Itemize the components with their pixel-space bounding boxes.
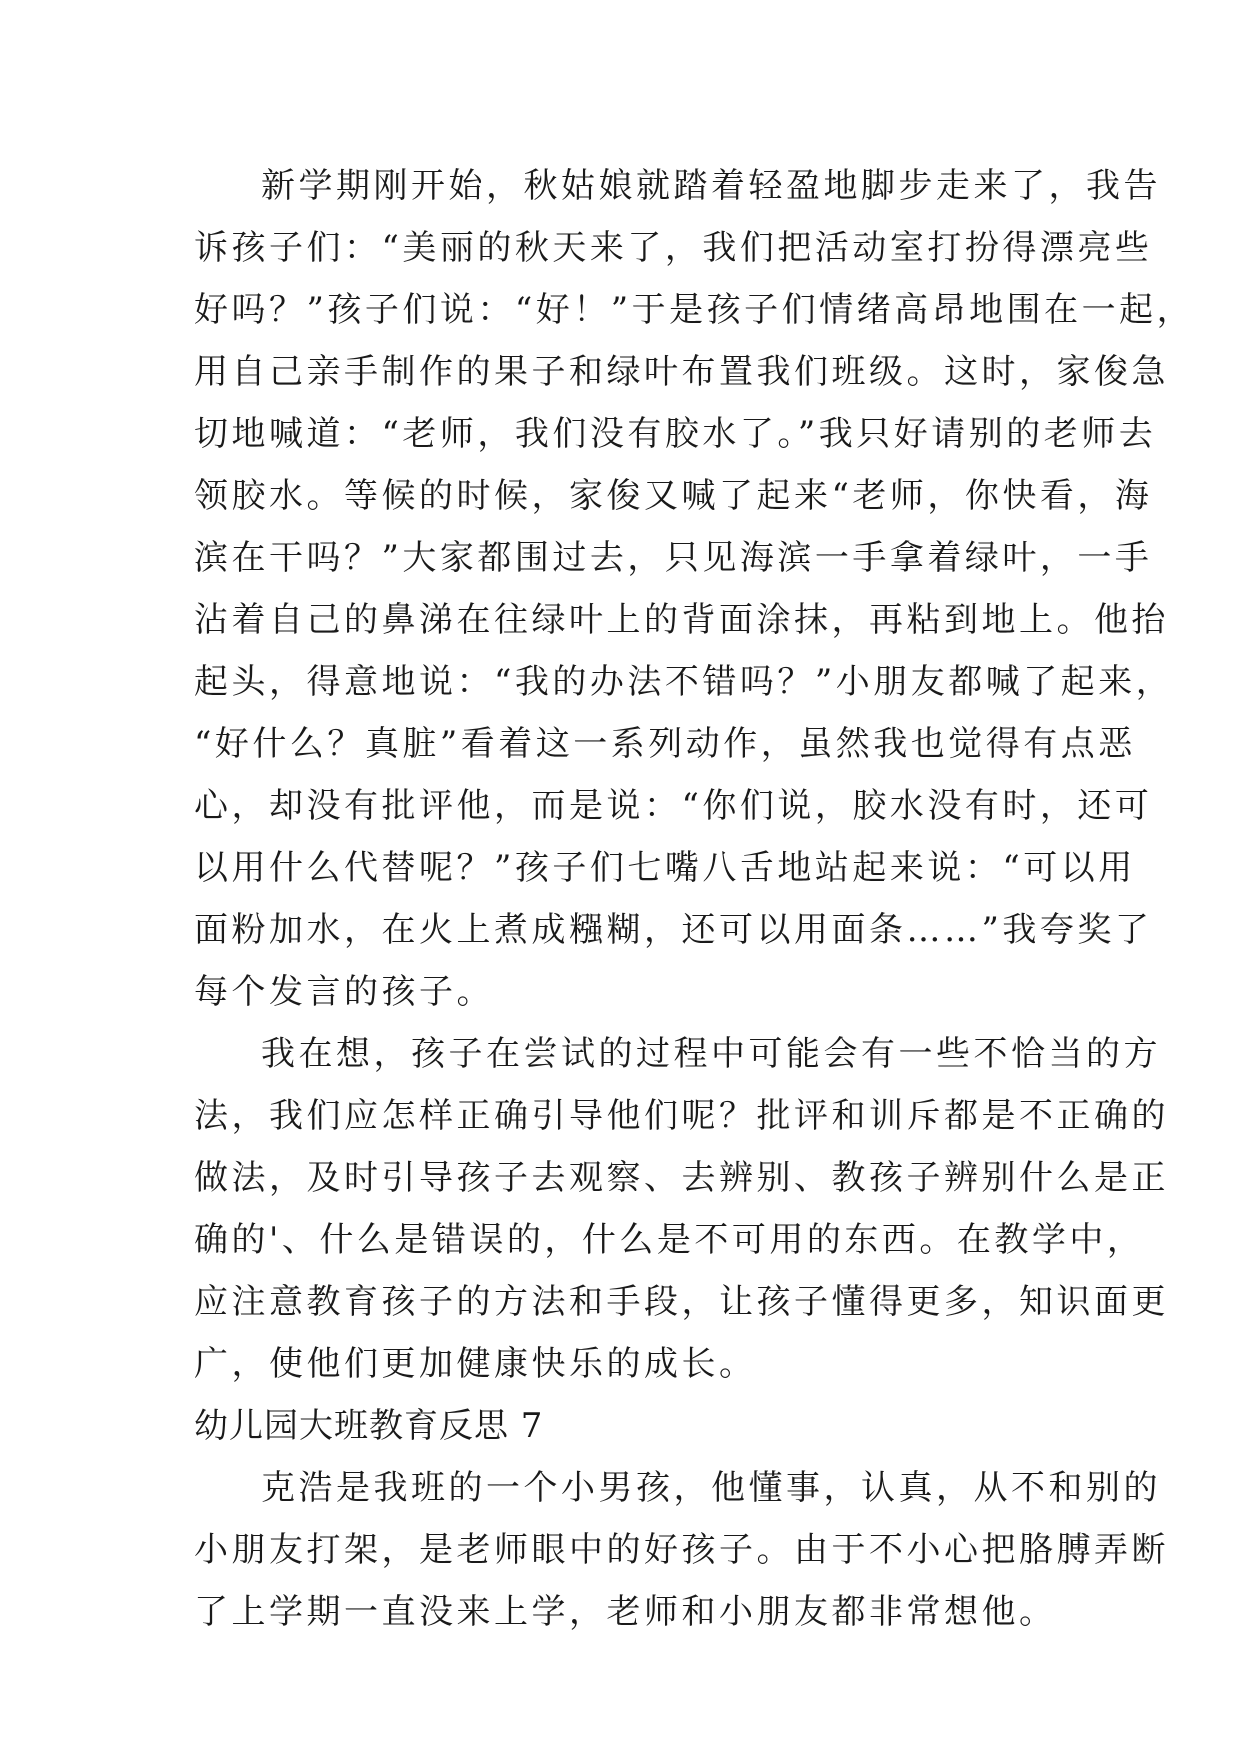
paragraph-1-line-1: 新学期刚开始，秋姑娘就踏着轻盈地脚步走来了，我告 (261, 166, 1161, 206)
section-heading: 幼儿园大班教育反思 7 (194, 1406, 544, 1446)
paragraph-1-line-3: 好吗？”孩子们说：“好！”于是孩子们情绪高昂地围在一起， (194, 290, 1195, 330)
paragraph-2-line-4: 确的'、什么是错误的，什么是不可用的东西。在教学中， (194, 1220, 1145, 1260)
paragraph-1-line-10: “好什么？真脏”看着这一系列动作，虽然我也觉得有点恶 (194, 724, 1136, 764)
paragraph-2-line-5: 应注意教育孩子的方法和手段，让孩子懂得更多，知识面更 (194, 1282, 1169, 1322)
paragraph-1-line-5: 切地喊道：“老师，我们没有胶水了。”我只好请别的老师去 (194, 414, 1157, 454)
paragraph-2-line-1: 我在想，孩子在尝试的过程中可能会有一些不恰当的方 (261, 1034, 1161, 1074)
paragraph-3-line-1: 克浩是我班的一个小男孩，他懂事，认真，从不和别的 (261, 1468, 1161, 1508)
paragraph-1-line-9: 起头，得意地说：“我的办法不错吗？”小朋友都喊了起来， (194, 662, 1174, 702)
paragraph-1-line-8: 沾着自己的鼻涕在往绿叶上的背面涂抹，再粘到地上。他抬 (194, 600, 1169, 640)
paragraph-1-line-4: 用自己亲手制作的果子和绿叶布置我们班级。这时，家俊急 (194, 352, 1169, 392)
paragraph-1-line-6: 领胶水。等候的时候，家俊又喊了起来“老师，你快看，海 (194, 476, 1153, 516)
paragraph-1-line-12: 以用什么代替呢？”孩子们七嘴八舌地站起来说：“可以用 (194, 848, 1136, 888)
paragraph-1-line-11: 心，却没有批评他，而是说：“你们说，胶水没有时，还可 (194, 786, 1153, 826)
paragraph-2-line-3: 做法，及时引导孩子去观察、去辨别、教孩子辨别什么是正 (194, 1158, 1169, 1198)
paragraph-1-line-7: 滨在干吗？”大家都围过去，只见海滨一手拿着绿叶，一手 (194, 538, 1153, 578)
paragraph-1-line-2: 诉孩子们：“美丽的秋天来了，我们把活动室打扮得漂亮些 (194, 228, 1153, 268)
paragraph-1-line-14: 每个发言的孩子。 (194, 972, 494, 1012)
paragraph-2-line-2: 法，我们应怎样正确引导他们呢？批评和训斥都是不正确的 (194, 1096, 1169, 1136)
paragraph-2-line-6: 广，使他们更加健康快乐的成长。 (194, 1344, 757, 1384)
paragraph-1-line-13: 面粉加水，在火上煮成糨糊，还可以用面条……”我夸奖了 (194, 910, 1153, 950)
paragraph-3-line-2: 小朋友打架，是老师眼中的好孩子。由于不小心把胳膊弄断 (194, 1530, 1169, 1570)
paragraph-3-line-3: 了上学期一直没来上学，老师和小朋友都非常想他。 (194, 1592, 1057, 1632)
